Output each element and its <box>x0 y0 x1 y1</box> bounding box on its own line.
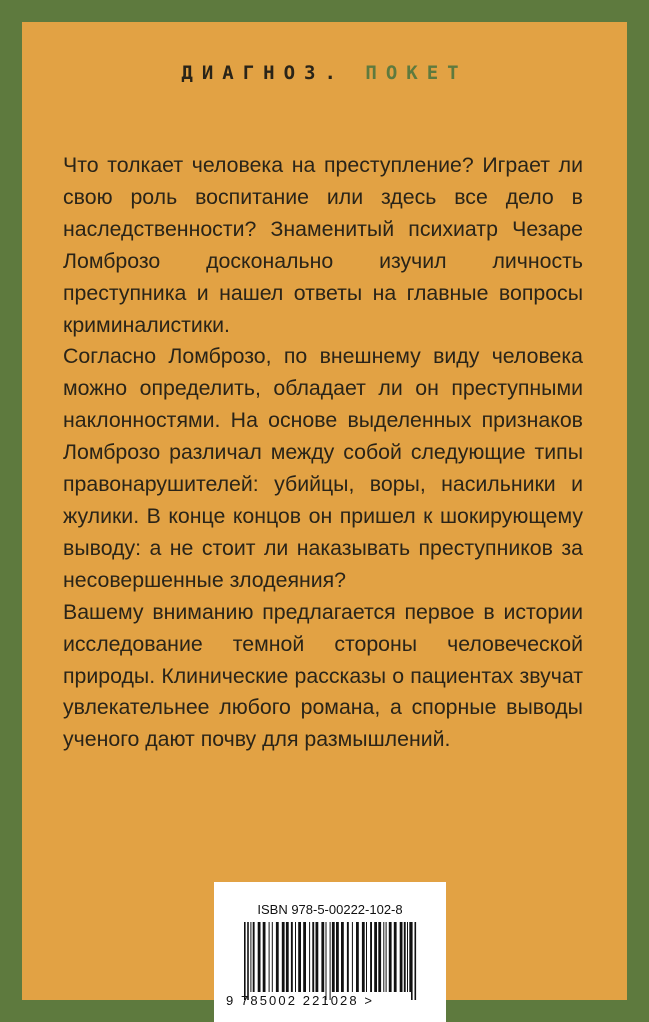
blurb-paragraph-1: Что толкает человека на преступление? Играет ли свою роль воспитание или здесь все дело в наследственности? Знаменитый психиатр Чезаре Ломброзо досконально изучил личность преступника и нашел ответы на главные вопросы криминалистики. <box>63 153 583 337</box>
back-cover <box>22 22 627 1008</box>
series-title <box>22 62 627 84</box>
blurb-paragraph-3: Вашему вниманию предлагается первое в истории исследование темной стороны человеческой природы. Клинические рассказы о пациентах звучат увлекательнее любого романа, а спорные выводы ученого дают почву для размышлений. <box>63 599 583 752</box>
blurb-text <box>63 150 583 756</box>
barcode-digits: 9 785002 221028 > <box>226 993 375 1008</box>
barcode-panel <box>214 882 446 1022</box>
isbn-label: ISBN 978-5-00222-102-8 <box>257 902 403 917</box>
barcode-icon <box>240 922 420 1000</box>
series-title-part2: ПОКЕТ <box>365 62 468 84</box>
series-title-part1: ДИАГНОЗ. <box>181 62 345 84</box>
blurb-paragraph-2: Согласно Ломброзо, по внешнему виду человека можно определить, обладает ли он преступными наклонностями. На основе выделенных признаков Ломброзо различал между собой следующие типы правонарушителей: убийцы, воры, насильники и жулики. В конце концов он пришел к шокирующему выводу: а не стоит ли наказывать преступников за несовершенные злодеяния? <box>63 344 583 592</box>
